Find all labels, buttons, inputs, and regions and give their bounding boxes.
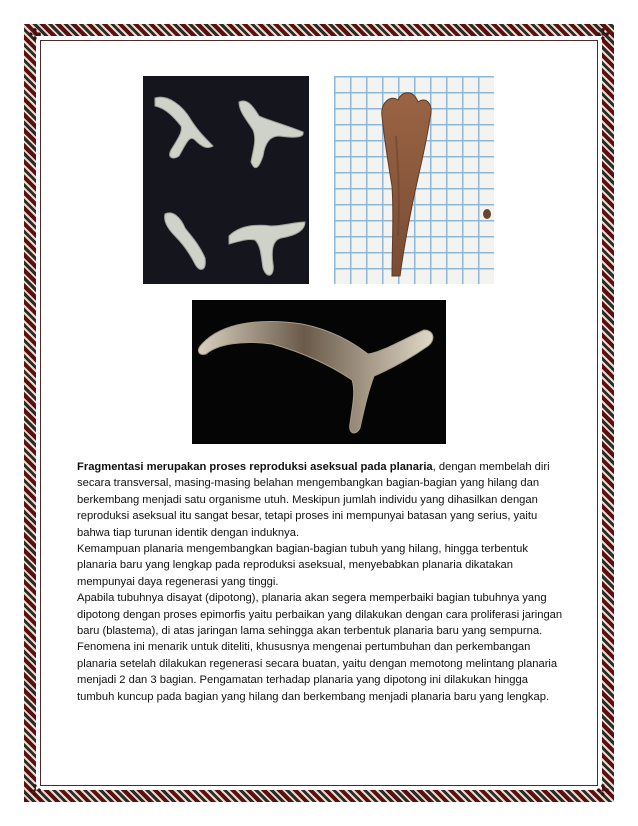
planaria-regeneration-photo: [192, 300, 446, 444]
corner-ornament-bottom-right-icon: ✣: [596, 781, 610, 800]
paragraph-3: Apabila tubuhnya disayat (dipotong), planaria akan segera memperbaiki bagian tubuhnya yang dipotong dengan proses epimorfis yaitu perbaikan yang dilakukan dengan cara proliferasi jaringan baru (blastema), di atas jaringan lama sehingga akan terbentuk planaria baru yang sempurna. Fenomena ini menarik untuk diteliti, khususnya mengenai pertumbuhan dan perkembangan planaria setelah dilakukan regenerasi secara buatan, yaitu dengan memotong melintang planaria menjadi 2 dan 3 bagian. Pengamatan terhadap planaria yang dipotong ini dilakukan hingga tumbuh kuncup pada bagian yang hilang dan berkembang menjadi planaria baru yang lengkap.: [77, 592, 563, 703]
planaria-fragments-photo: [143, 76, 309, 284]
paragraph-2: Kemampuan planaria mengembangkan bagian-bagian tubuh yang hilang, hingga terbentuk planaria baru yang lengkap pada reproduksi aseksual, menyebabkan planaria dikatakan mempunyai daya regenerasi yang tinggi.: [77, 543, 528, 588]
planaria-regeneration-illustration: [192, 300, 446, 444]
planaria-fragments-illustration: [143, 76, 309, 284]
corner-ornament-top-right-icon: ✣: [596, 25, 610, 44]
paragraph-1: [77, 459, 567, 541]
body-text: [77, 459, 567, 705]
planaria-on-grid-illustration: [334, 76, 494, 284]
corner-ornament-top-left-icon: ✣: [28, 25, 42, 44]
corner-ornament-bottom-left-icon: ✣: [28, 781, 42, 800]
paragraph-1-rest: , dengan membelah diri secara transversal, masing-masing belahan mengembangkan bagian-bagian yang hilang dan berkembang menjadi satu organisme utuh. Meskipun jumlah individu yang dihasilkan dengan reproduksi aseksual itu sangat besar, tetapi proses ini mempunyai batasan yang serius, yaitu bahwa tiap turunan identik dengan induknya.: [77, 461, 550, 539]
planaria-on-grid-photo: [334, 76, 494, 284]
lead-bold-phrase: Fragmentasi merupakan proses reproduksi aseksual pada planaria: [77, 461, 433, 473]
